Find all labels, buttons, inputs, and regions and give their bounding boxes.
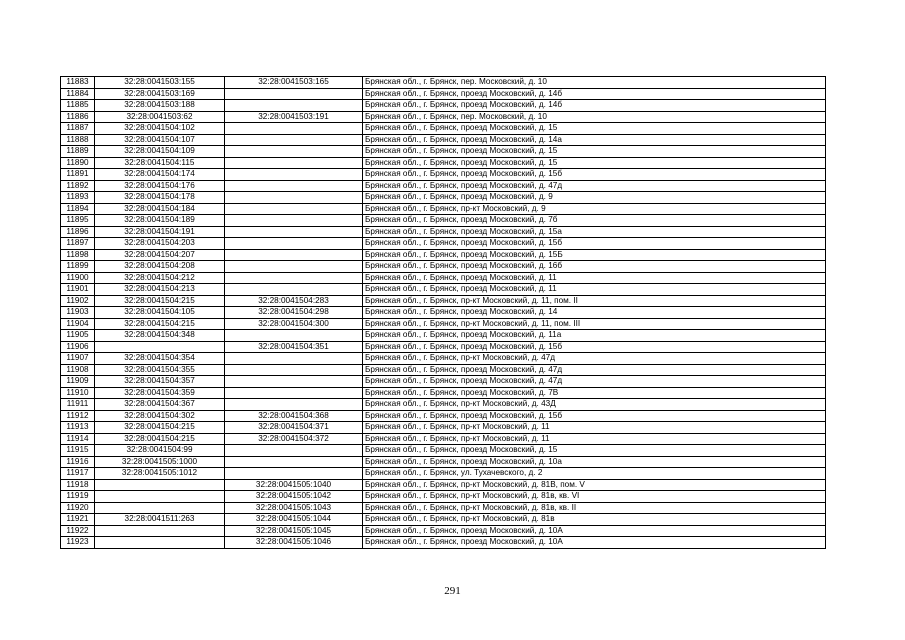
related-cadastral-number-cell [225,215,363,227]
table-row [61,410,826,422]
related-cadastral-number-cell [225,364,363,376]
table-row [61,479,826,491]
record-number-cell: 11896 [61,226,95,238]
table-row [61,468,826,480]
table-row [61,353,826,365]
related-cadastral-number-cell [225,100,363,112]
record-number-cell: 11912 [61,410,95,422]
related-cadastral-number-cell: 32:28:0041503:191 [225,111,363,123]
table-row [61,88,826,100]
related-cadastral-number-cell: 32:28:0041505:1043 [225,502,363,514]
record-number-cell: 11886 [61,111,95,123]
record-number-cell: 11923 [61,537,95,549]
address-cell: Брянская обл., г. Брянск, пр-кт Московский, д. 47д [363,353,826,365]
related-cadastral-number-cell: 32:28:0041504:371 [225,422,363,434]
record-number-cell: 11922 [61,525,95,537]
cadastral-number-cell: 32:28:0041504:174 [95,169,225,181]
record-number-cell: 11919 [61,491,95,503]
address-cell: Брянская обл., г. Брянск, проезд Московский, д. 16б [363,261,826,273]
cadastral-number-cell [95,502,225,514]
related-cadastral-number-cell [225,169,363,181]
table-row [61,100,826,112]
related-cadastral-number-cell [225,238,363,250]
cadastral-number-cell [95,537,225,549]
table-row [61,203,826,215]
table-row [61,456,826,468]
table-row [61,433,826,445]
cadastral-number-cell: 32:28:0041504:107 [95,134,225,146]
table-row [61,284,826,296]
address-cell: Брянская обл., г. Брянск, пр-кт Московский, д. 81в [363,514,826,526]
related-cadastral-number-cell [225,226,363,238]
address-cell: Брянская обл., г. Брянск, проезд Московский, д. 15 [363,445,826,457]
related-cadastral-number-cell: 32:28:0041504:298 [225,307,363,319]
record-number-cell: 11900 [61,272,95,284]
cadastral-number-cell: 32:28:0041504:115 [95,157,225,169]
cadastral-number-cell: 32:28:0041504:203 [95,238,225,250]
record-number-cell: 11910 [61,387,95,399]
related-cadastral-number-cell [225,203,363,215]
table-row [61,77,826,89]
related-cadastral-number-cell [225,284,363,296]
address-cell: Брянская обл., г. Брянск, проезд Московский, д. 10а [363,456,826,468]
related-cadastral-number-cell: 32:28:0041505:1040 [225,479,363,491]
record-number-cell: 11885 [61,100,95,112]
table-row [61,180,826,192]
related-cadastral-number-cell [225,272,363,284]
address-cell: Брянская обл., г. Брянск, пр-кт Московский, д. 11 [363,422,826,434]
address-cell: Брянская обл., г. Брянск, проезд Московский, д. 47д [363,376,826,388]
record-number-cell: 11914 [61,433,95,445]
related-cadastral-number-cell [225,445,363,457]
cadastral-number-cell: 32:28:0041505:1012 [95,468,225,480]
related-cadastral-number-cell [225,330,363,342]
related-cadastral-number-cell: 32:28:0041504:372 [225,433,363,445]
address-cell: Брянская обл., г. Брянск, пр-кт Московский, д. 11, пом. III [363,318,826,330]
related-cadastral-number-cell [225,387,363,399]
related-cadastral-number-cell [225,468,363,480]
address-cell: Брянская обл., г. Брянск, пр-кт Московский, д. 11, пом. II [363,295,826,307]
table-row [61,111,826,123]
record-number-cell: 11892 [61,180,95,192]
address-cell: Брянская обл., г. Брянск, проезд Московский, д. 14а [363,134,826,146]
record-number-cell: 11908 [61,364,95,376]
address-cell: Брянская обл., г. Брянск, проезд Московский, д. 9 [363,192,826,204]
table-row [61,341,826,353]
table-row [61,146,826,158]
record-number-cell: 11921 [61,514,95,526]
table-row [61,192,826,204]
address-cell: Брянская обл., г. Брянск, проезд Московский, д. 14б [363,88,826,100]
table-row [61,491,826,503]
related-cadastral-number-cell [225,376,363,388]
cadastral-number-cell: 32:28:0041504:189 [95,215,225,227]
cadastral-number-cell: 32:28:0041504:354 [95,353,225,365]
address-cell: Брянская обл., г. Брянск, проезд Московский, д. 47д [363,364,826,376]
record-number-cell: 11911 [61,399,95,411]
address-cell: Брянская обл., г. Брянск, проезд Московский, д. 15б [363,341,826,353]
cadastral-number-cell [95,525,225,537]
address-cell: Брянская обл., г. Брянск, проезд Московский, д. 14б [363,100,826,112]
record-number-cell: 11901 [61,284,95,296]
address-cell: Брянская обл., г. Брянск, проезд Московский, д. 7б [363,215,826,227]
record-number-cell: 11907 [61,353,95,365]
record-number-cell: 11897 [61,238,95,250]
record-number-cell: 11913 [61,422,95,434]
related-cadastral-number-cell [225,261,363,273]
table-row [61,537,826,549]
cadastral-number-cell: 32:28:0041504:215 [95,318,225,330]
address-cell: Брянская обл., г. Брянск, пр-кт Московский, д. 11 [363,433,826,445]
cadastral-registry-table [60,76,826,549]
address-cell: Брянская обл., г. Брянск, пр-кт Московский, д. 81в, кв. VI [363,491,826,503]
related-cadastral-number-cell [225,123,363,135]
related-cadastral-number-cell: 32:28:0041504:300 [225,318,363,330]
related-cadastral-number-cell [225,134,363,146]
record-number-cell: 11895 [61,215,95,227]
address-cell: Брянская обл., г. Брянск, пр-кт Московский, д. 9 [363,203,826,215]
table-row [61,249,826,261]
related-cadastral-number-cell [225,157,363,169]
cadastral-number-cell: 32:28:0041504:348 [95,330,225,342]
address-cell: Брянская обл., г. Брянск, пр-кт Московский, д. 43Д [363,399,826,411]
address-cell: Брянская обл., г. Брянск, проезд Московский, д. 15а [363,226,826,238]
address-cell: Брянская обл., г. Брянск, проезд Московский, д. 10А [363,525,826,537]
record-number-cell: 11916 [61,456,95,468]
record-number-cell: 11904 [61,318,95,330]
cadastral-number-cell: 32:28:0041504:302 [95,410,225,422]
cadastral-number-cell [95,479,225,491]
address-cell: Брянская обл., г. Брянск, проезд Московский, д. 11 [363,284,826,296]
address-cell: Брянская обл., г. Брянск, проезд Московский, д. 15 [363,157,826,169]
table-row [61,445,826,457]
record-number-cell: 11906 [61,341,95,353]
table-row [61,364,826,376]
record-number-cell: 11887 [61,123,95,135]
address-cell: Брянская обл., г. Брянск, проезд Московский, д. 15Б [363,249,826,261]
related-cadastral-number-cell [225,353,363,365]
table-row [61,134,826,146]
cadastral-number-cell: 32:28:0041504:109 [95,146,225,158]
record-number-cell: 11918 [61,479,95,491]
cadastral-number-cell: 32:28:0041504:215 [95,433,225,445]
cadastral-number-cell: 32:28:0041504:208 [95,261,225,273]
cadastral-number-cell: 32:28:0041504:207 [95,249,225,261]
table-row [61,238,826,250]
related-cadastral-number-cell: 32:28:0041505:1044 [225,514,363,526]
address-cell: Брянская обл., г. Брянск, пр-кт Московский, д. 81В, пом. V [363,479,826,491]
address-cell: Брянская обл., г. Брянск, проезд Московский, д. 11а [363,330,826,342]
related-cadastral-number-cell [225,249,363,261]
record-number-cell: 11903 [61,307,95,319]
related-cadastral-number-cell: 32:28:0041504:283 [225,295,363,307]
address-cell: Брянская обл., г. Брянск, проезд Московский, д. 47д [363,180,826,192]
cadastral-number-cell: 32:28:0041504:215 [95,295,225,307]
table-row [61,502,826,514]
cadastral-number-cell [95,341,225,353]
record-number-cell: 11915 [61,445,95,457]
table-row [61,157,826,169]
cadastral-number-cell: 32:28:0041504:215 [95,422,225,434]
related-cadastral-number-cell: 32:28:0041505:1045 [225,525,363,537]
record-number-cell: 11899 [61,261,95,273]
address-cell: Брянская обл., г. Брянск, проезд Московский, д. 15 [363,123,826,135]
table-row [61,169,826,181]
table-row [61,399,826,411]
related-cadastral-number-cell: 32:28:0041505:1046 [225,537,363,549]
record-number-cell: 11898 [61,249,95,261]
address-cell: Брянская обл., г. Брянск, пер. Московский, д. 10 [363,77,826,89]
related-cadastral-number-cell: 32:28:0041504:351 [225,341,363,353]
cadastral-number-cell: 32:28:0041504:176 [95,180,225,192]
address-cell: Брянская обл., г. Брянск, проезд Московский, д. 14 [363,307,826,319]
record-number-cell: 11889 [61,146,95,158]
address-cell: Брянская обл., г. Брянск, проезд Московский, д. 15б [363,410,826,422]
registry-table-body [61,77,826,549]
cadastral-number-cell: 32:28:0041503:62 [95,111,225,123]
cadastral-number-cell: 32:28:0041504:105 [95,307,225,319]
page-number: 291 [444,585,461,597]
table-row [61,318,826,330]
address-cell: Брянская обл., г. Брянск, проезд Московский, д. 10А [363,537,826,549]
cadastral-number-cell: 32:28:0041504:359 [95,387,225,399]
related-cadastral-number-cell: 32:28:0041505:1042 [225,491,363,503]
table-row [61,422,826,434]
cadastral-number-cell: 32:28:0041504:213 [95,284,225,296]
table-row [61,226,826,238]
table-row [61,387,826,399]
cadastral-number-cell [95,491,225,503]
address-cell: Брянская обл., г. Брянск, проезд Московский, д. 11 [363,272,826,284]
cadastral-number-cell: 32:28:0041504:102 [95,123,225,135]
record-number-cell: 11902 [61,295,95,307]
cadastral-number-cell: 32:28:0041504:357 [95,376,225,388]
table-row [61,514,826,526]
address-cell: Брянская обл., г. Брянск, проезд Московский, д. 7В [363,387,826,399]
cadastral-number-cell: 32:28:0041503:188 [95,100,225,112]
table-row [61,376,826,388]
related-cadastral-number-cell: 32:28:0041503:165 [225,77,363,89]
record-number-cell: 11894 [61,203,95,215]
cadastral-number-cell: 32:28:0041503:155 [95,77,225,89]
table-row [61,307,826,319]
record-number-cell: 11920 [61,502,95,514]
address-cell: Брянская обл., г. Брянск, проезд Московский, д. 15 [363,146,826,158]
related-cadastral-number-cell: 32:28:0041504:368 [225,410,363,422]
record-number-cell: 11905 [61,330,95,342]
related-cadastral-number-cell [225,146,363,158]
cadastral-number-cell: 32:28:0041511:263 [95,514,225,526]
cadastral-number-cell: 32:28:0041504:99 [95,445,225,457]
related-cadastral-number-cell [225,192,363,204]
table-row [61,272,826,284]
table-row [61,525,826,537]
cadastral-number-cell: 32:28:0041505:1000 [95,456,225,468]
table-row [61,123,826,135]
cadastral-number-cell: 32:28:0041504:367 [95,399,225,411]
cadastral-number-cell: 32:28:0041504:212 [95,272,225,284]
cadastral-number-cell: 32:28:0041504:184 [95,203,225,215]
table-row [61,330,826,342]
table-row [61,215,826,227]
address-cell: Брянская обл., г. Брянск, ул. Тухачевского, д. 2 [363,468,826,480]
table-row [61,295,826,307]
related-cadastral-number-cell [225,456,363,468]
cadastral-number-cell: 32:28:0041503:169 [95,88,225,100]
cadastral-number-cell: 32:28:0041504:178 [95,192,225,204]
address-cell: Брянская обл., г. Брянск, пр-кт Московский, д. 81в, кв. II [363,502,826,514]
record-number-cell: 11917 [61,468,95,480]
record-number-cell: 11890 [61,157,95,169]
record-number-cell: 11883 [61,77,95,89]
record-number-cell: 11893 [61,192,95,204]
record-number-cell: 11891 [61,169,95,181]
cadastral-number-cell: 32:28:0041504:355 [95,364,225,376]
cadastral-number-cell: 32:28:0041504:191 [95,226,225,238]
address-cell: Брянская обл., г. Брянск, проезд Московский, д. 15б [363,169,826,181]
record-number-cell: 11884 [61,88,95,100]
record-number-cell: 11909 [61,376,95,388]
address-cell: Брянская обл., г. Брянск, проезд Московский, д. 15б [363,238,826,250]
related-cadastral-number-cell [225,180,363,192]
table-row [61,261,826,273]
related-cadastral-number-cell [225,88,363,100]
related-cadastral-number-cell [225,399,363,411]
record-number-cell: 11888 [61,134,95,146]
registry-table-container [60,76,825,549]
address-cell: Брянская обл., г. Брянск, пер. Московский, д. 10 [363,111,826,123]
